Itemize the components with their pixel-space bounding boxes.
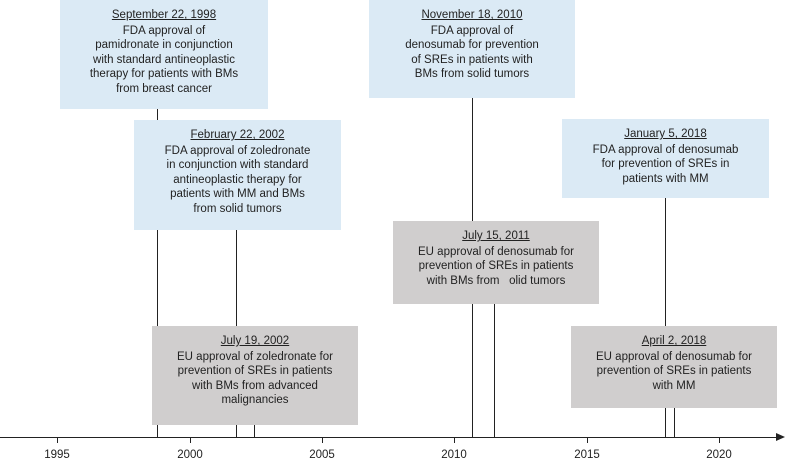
event-date: November 18, 2010	[421, 9, 523, 21]
event-text-line: of SREs in patients with	[411, 53, 533, 66]
event-date: April 2, 2018	[641, 335, 707, 347]
event-text-line: in conjunction with standard	[166, 159, 309, 172]
axis-year-label: 2020	[706, 449, 732, 461]
event-line-2002-07-19	[254, 424, 255, 437]
event-line-2018-04-02	[674, 407, 675, 437]
event-box-fda-pamidronate-1998	[60, 0, 268, 109]
event-text-line: for prevention of SREs in	[601, 158, 730, 171]
event-box-fda-denosumab-2010	[369, 0, 575, 98]
event-box-fda-zoledronate-2002	[134, 120, 341, 230]
event-date: July 19, 2002	[220, 335, 290, 347]
event-date: February 22, 2002	[190, 129, 285, 141]
event-text-line: prevention of SREs in patients	[418, 260, 574, 273]
event-box-eu-zoledronate-2002	[152, 326, 358, 425]
axis-year-label: 2010	[441, 449, 467, 461]
axis-year-label: 2005	[309, 449, 335, 461]
axis-year-label: 2000	[177, 449, 203, 461]
axis-year-label: 1995	[44, 449, 70, 461]
event-text-line: malignancies	[221, 394, 289, 407]
axis-tick	[454, 437, 455, 443]
axis-tick	[719, 437, 720, 443]
axis-tick	[322, 437, 323, 443]
event-text-line: EU approval of denosumab for	[418, 245, 574, 258]
axis-tick	[190, 437, 191, 443]
event-text-line: EU approval of denosumab for	[596, 350, 752, 363]
event-text-line: from breast cancer	[116, 82, 212, 95]
event-date: September 22, 1998	[111, 9, 217, 21]
event-date: July 15, 2011	[462, 230, 530, 242]
event-date: January 5, 2018	[624, 128, 707, 140]
event-text-line: prevention of SREs in patients	[596, 365, 752, 378]
axis-tick	[57, 437, 58, 443]
event-text-line: BMs from solid tumors	[414, 68, 530, 81]
event-text-line: therapy for patients with BMs	[89, 68, 239, 81]
timeline-axis	[0, 437, 778, 438]
event-text-line: denosumab for prevention	[405, 39, 539, 52]
timeline-arrow-icon	[776, 433, 785, 441]
event-text-line: with BMs from advanced	[192, 379, 318, 392]
event-text-line: with MM	[652, 379, 696, 392]
event-line-2011-07-15	[494, 303, 495, 437]
event-box-fda-denosumab-2018	[562, 119, 769, 198]
event-text-line: antineoplastic therapy for	[173, 173, 302, 186]
event-text-line: patients with MM	[622, 172, 709, 185]
event-text-line: pamidronate in conjunction	[95, 39, 233, 52]
event-text-line: with standard antineoplastic	[93, 53, 235, 66]
event-text-line: FDA approval of denosumab	[592, 143, 739, 156]
event-text-line: FDA approval of zoledronate	[164, 144, 311, 157]
event-text-line: patients with MM and BMs	[170, 188, 305, 201]
event-box-eu-denosumab-2011	[393, 221, 599, 304]
event-text-line: FDA approval of	[430, 24, 514, 37]
event-box-eu-denosumab-2018	[571, 326, 777, 408]
event-text-line: prevention of SREs in patients	[177, 365, 333, 378]
event-text-line: with BMs from olid tumors	[426, 274, 566, 287]
axis-tick	[587, 437, 588, 443]
event-text-line: FDA approval of	[122, 24, 206, 37]
event-text-line: from solid tumors	[193, 202, 282, 215]
event-text-line: EU approval of zoledronate for	[177, 350, 333, 363]
axis-year-label: 2015	[574, 449, 600, 461]
